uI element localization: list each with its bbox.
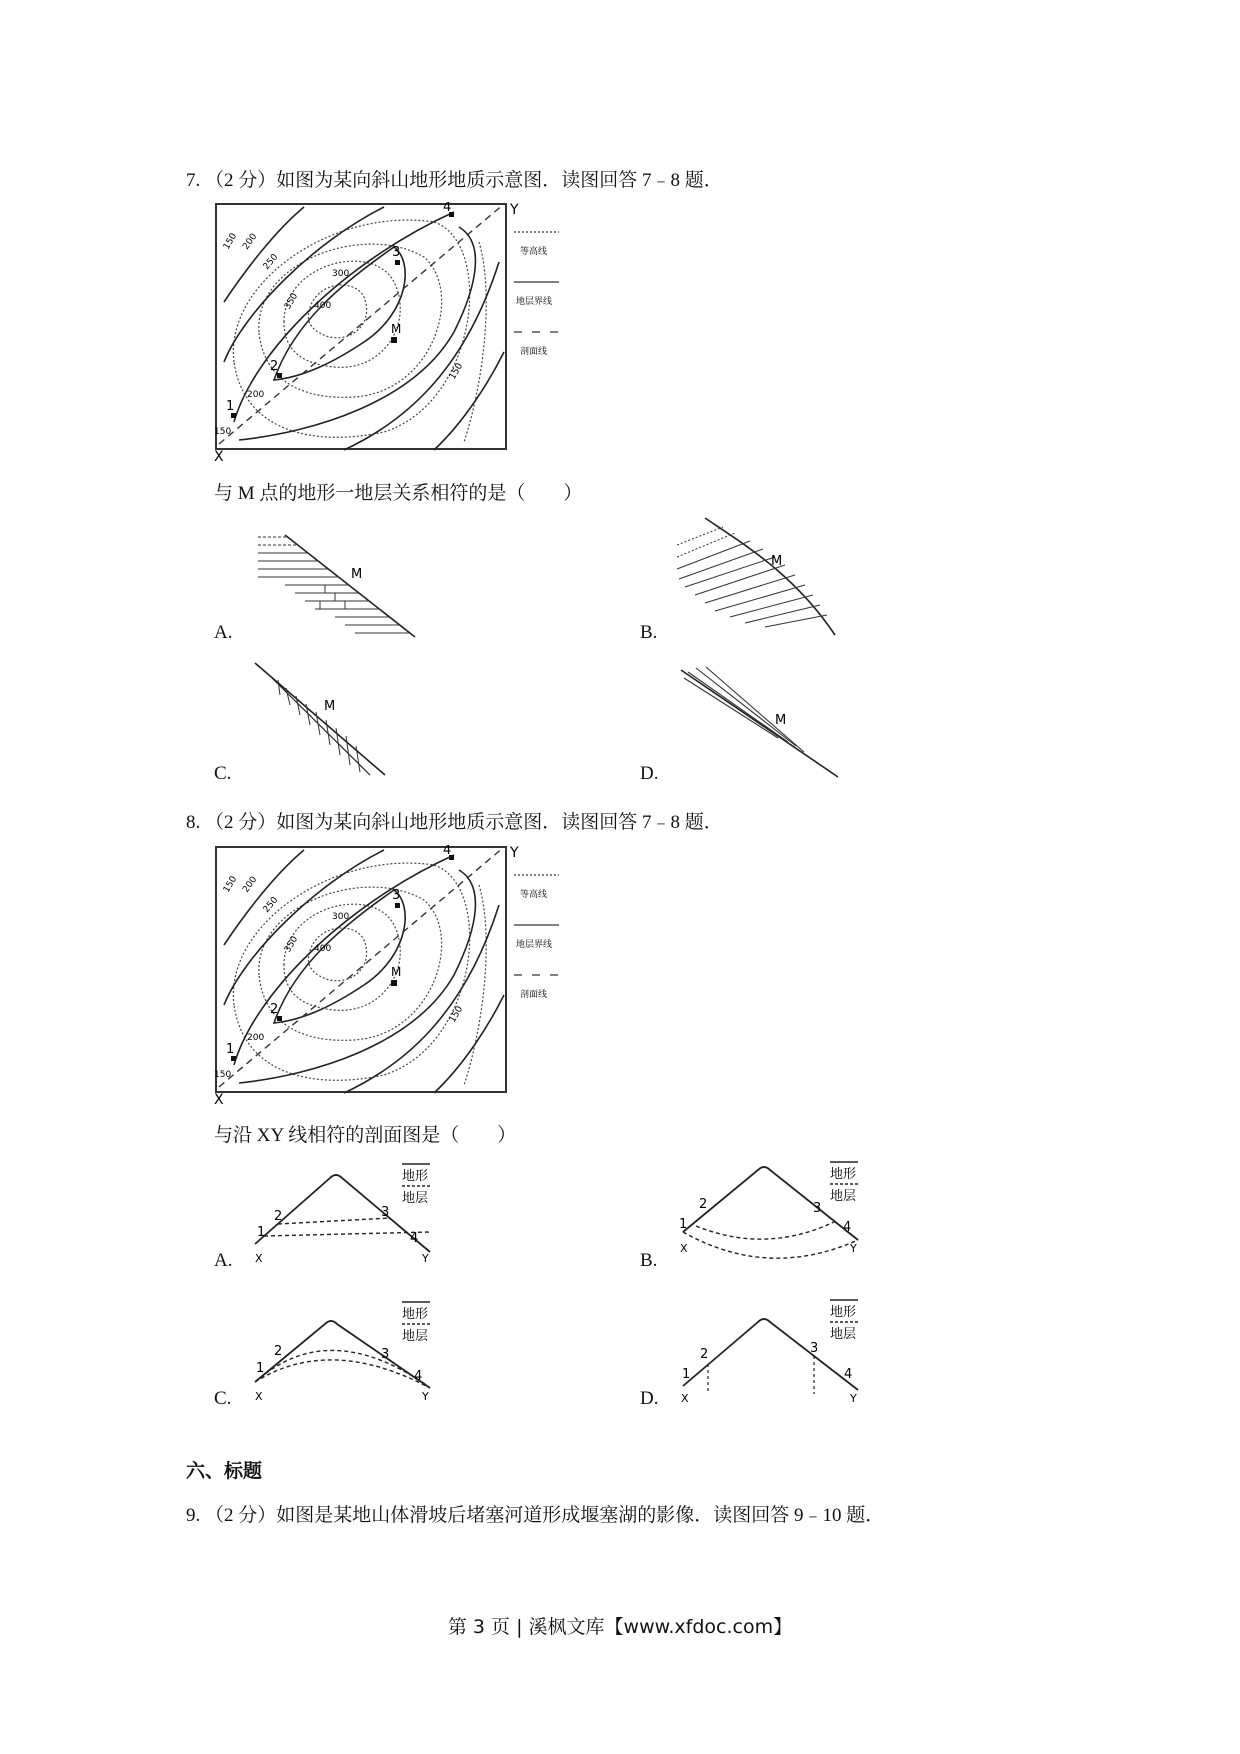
q8-option-b-figure xyxy=(678,1160,898,1270)
profile-d-legend-terrain: 地形 xyxy=(830,1305,857,1320)
profile-c-point-4: 4 xyxy=(414,1369,423,1384)
profile-a-legend-strata: 地层 xyxy=(402,1191,429,1206)
map-point-m: M xyxy=(391,322,402,336)
map-point-1: 1 xyxy=(226,399,235,414)
profile-c-axis-y: Y xyxy=(422,1390,429,1403)
profile-c-point-3: 3 xyxy=(381,1347,390,1362)
contour-label: 350 xyxy=(282,291,301,312)
profile-b-legend-terrain: 地形 xyxy=(830,1167,857,1182)
map-point-4: 4 xyxy=(443,202,452,215)
map2-point-1: 1 xyxy=(226,1042,235,1057)
contour-label: 150 xyxy=(214,427,232,437)
contour-label: 200 xyxy=(247,390,265,400)
contour-label: 150 xyxy=(214,1070,232,1080)
q7-question: 与 M 点的地形一地层关系相符的是（ ） xyxy=(214,483,583,504)
axis-x: X xyxy=(214,449,224,462)
map-point-2: 2 xyxy=(270,359,279,374)
contour-label: 250 xyxy=(261,895,281,915)
contour-label: 300 xyxy=(332,912,350,922)
profile-c-point-1: 1 xyxy=(256,1361,265,1376)
profile-c-legend-terrain: 地形 xyxy=(402,1307,429,1322)
profile-d-axis-x: X xyxy=(681,1392,689,1405)
contour-label: 150 xyxy=(221,874,240,895)
profile-a-legend-terrain: 地形 xyxy=(402,1169,429,1184)
profile-b-legend-strata: 地层 xyxy=(830,1189,857,1204)
profile-c-legend-strata: 地层 xyxy=(402,1329,429,1344)
map2-point-3: 3 xyxy=(392,888,401,903)
profile-b-axis-y: Y xyxy=(850,1242,857,1255)
q8-map-figure xyxy=(214,845,564,1105)
contour-label: 200 xyxy=(247,1033,265,1043)
profile-b-point-2: 2 xyxy=(699,1197,708,1212)
profile-d-point-1: 1 xyxy=(682,1367,691,1382)
q8-option-c-label[interactable]: C. xyxy=(214,1388,232,1409)
contour-label: 400 xyxy=(314,944,332,954)
axis-y: Y xyxy=(510,202,519,218)
q8-option-b-label[interactable]: B. xyxy=(640,1250,658,1271)
q7-option-b-figure xyxy=(675,515,845,640)
q9-text: （2 分）如图是某地山体滑坡后堵塞河道形成堰塞湖的影像．读图回答 9﹣10 题． xyxy=(205,1505,885,1526)
contour-label: 350 xyxy=(282,934,301,955)
q7-option-c-label[interactable]: C. xyxy=(214,763,232,784)
axis-y: Y xyxy=(510,845,519,861)
q7-map-figure xyxy=(214,202,564,462)
legend-contour: 等高线 xyxy=(520,247,548,257)
map-point-3: 3 xyxy=(392,245,401,260)
profile-d-point-3: 3 xyxy=(810,1341,819,1356)
q8-number: 8. xyxy=(186,812,201,833)
profile-d-point-4: 4 xyxy=(844,1367,853,1382)
q7-header xyxy=(186,165,723,192)
q9-number: 9. xyxy=(186,1505,201,1526)
slope-d-point-m: M xyxy=(775,713,787,728)
q7-option-b-label[interactable]: B. xyxy=(640,622,658,643)
slope-c-point-m: M xyxy=(324,699,336,714)
profile-a-axis-y: Y xyxy=(422,1252,429,1265)
contour-label: 150 xyxy=(447,1004,466,1025)
q7-option-a-figure xyxy=(255,525,425,640)
profile-c-axis-x: X xyxy=(255,1390,263,1403)
section-title: 六、标题 xyxy=(186,1460,263,1482)
axis-x: X xyxy=(214,1092,224,1105)
q8-option-a-figure xyxy=(250,1162,470,1272)
legend-contour: 等高线 xyxy=(520,890,548,900)
q7-option-c-figure xyxy=(250,660,400,780)
q7-option-a-label[interactable]: A. xyxy=(214,622,233,643)
profile-a-point-1: 1 xyxy=(257,1225,266,1240)
map2-point-m: M xyxy=(391,965,402,979)
q8-header xyxy=(186,807,723,834)
q7-number: 7. xyxy=(186,170,201,191)
q7-text: （2 分）如图为某向斜山地形地质示意图．读图回答 7﹣8 题． xyxy=(205,170,723,191)
legend-profile: 剖面线 xyxy=(520,347,548,357)
profile-d-point-2: 2 xyxy=(700,1347,709,1362)
contour-label: 150 xyxy=(447,361,466,382)
q7-option-d-label[interactable]: D. xyxy=(640,763,659,784)
slope-b-point-m: M xyxy=(771,554,783,569)
q8-option-d-figure xyxy=(678,1298,898,1408)
contour-label: 150 xyxy=(221,231,240,252)
profile-a-axis-x: X xyxy=(255,1252,263,1265)
q8-option-d-label[interactable]: D. xyxy=(640,1388,659,1409)
profile-b-point-3: 3 xyxy=(813,1201,822,1216)
q8-option-c-figure xyxy=(250,1300,470,1410)
profile-a-point-4: 4 xyxy=(410,1231,419,1246)
profile-d-axis-y: Y xyxy=(850,1392,857,1405)
legend-profile: 剖面线 xyxy=(520,990,548,1000)
q8-text: （2 分）如图为某向斜山地形地质示意图．读图回答 7﹣8 题． xyxy=(205,812,723,833)
profile-a-point-3: 3 xyxy=(381,1205,390,1220)
contour-label: 250 xyxy=(261,252,281,272)
profile-b-axis-x: X xyxy=(680,1242,688,1255)
contour-label: 200 xyxy=(241,874,260,895)
profile-d-legend-strata: 地层 xyxy=(830,1327,857,1342)
contour-label: 300 xyxy=(332,269,350,279)
profile-b-point-1: 1 xyxy=(679,1217,688,1232)
q8-option-a-label[interactable]: A. xyxy=(214,1250,233,1271)
slope-a-point-m: M xyxy=(351,567,363,582)
contour-label: 200 xyxy=(241,231,260,252)
contour-label: 400 xyxy=(314,301,332,311)
legend-strata: 地层界线 xyxy=(516,297,553,307)
q7-option-d-figure xyxy=(678,662,848,782)
q9-header xyxy=(186,1500,884,1527)
q8-question: 与沿 XY 线相符的剖面图是（ ） xyxy=(214,1125,517,1146)
profile-a-point-2: 2 xyxy=(274,1209,283,1224)
profile-b-point-4: 4 xyxy=(843,1220,852,1235)
page-footer: 第 3 页 | 溪枫文库【www.xfdoc.com】 xyxy=(447,1616,793,1638)
legend-strata: 地层界线 xyxy=(516,940,553,950)
map2-point-4: 4 xyxy=(443,845,452,858)
map2-point-2: 2 xyxy=(270,1002,279,1017)
profile-c-point-2: 2 xyxy=(274,1344,283,1359)
